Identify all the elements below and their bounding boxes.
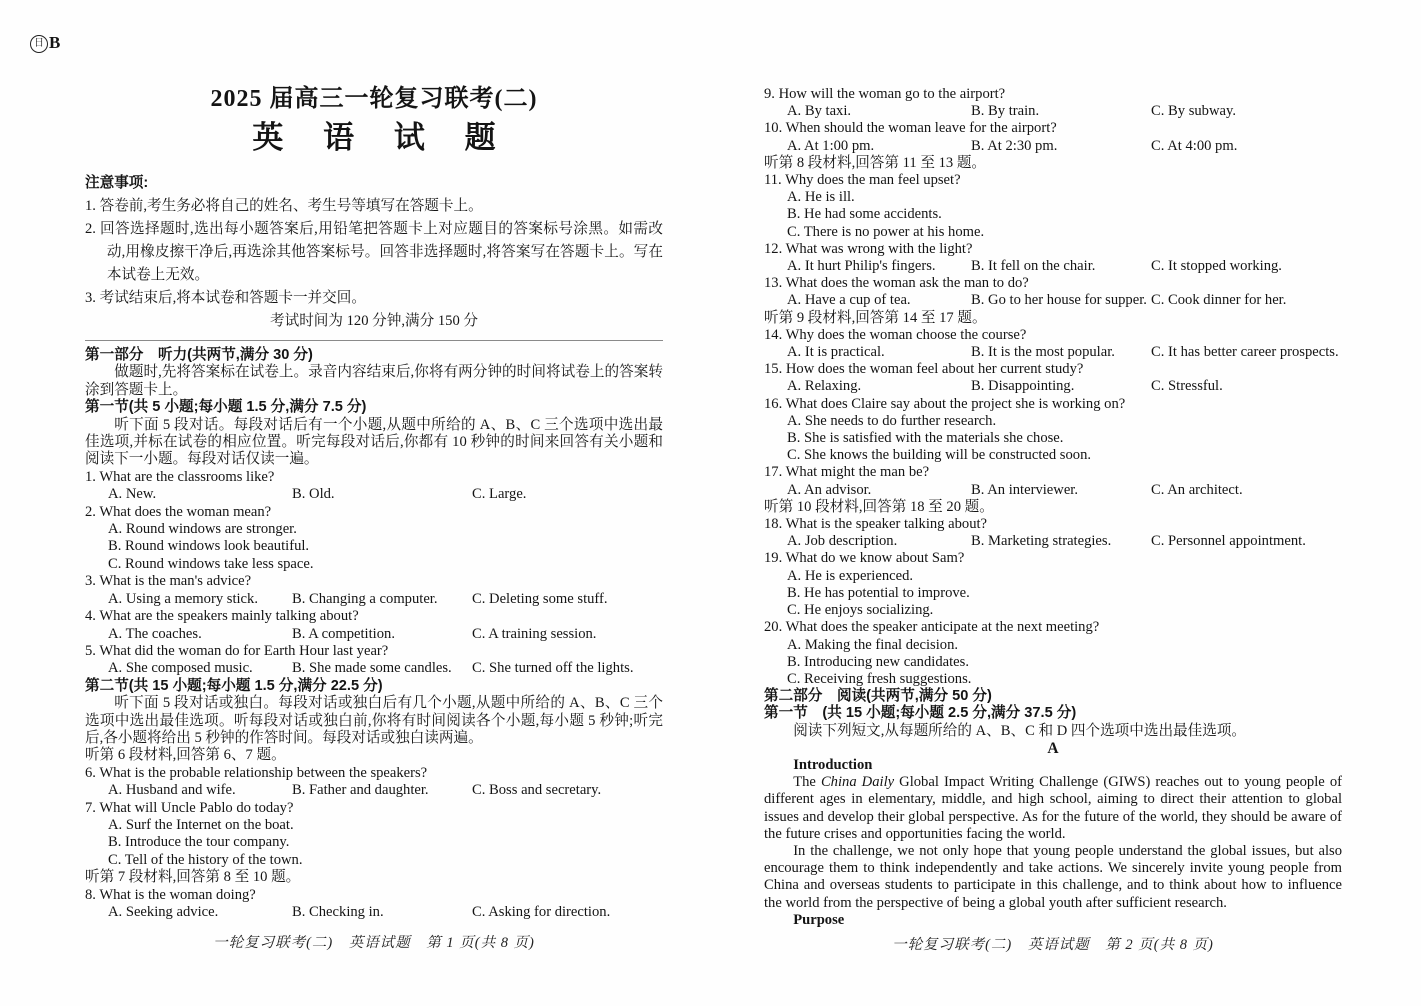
option: C. By subway. (1151, 103, 1236, 120)
option: C. An architect. (1151, 481, 1243, 498)
option: A. Making the final decision. (787, 636, 959, 653)
option: A. By taxi. (787, 103, 852, 120)
options-row (764, 482, 1342, 499)
page1-footer: 一轮复习联考(二) 英语试题 第 1 页(共 8 页) (213, 935, 535, 951)
divider (85, 340, 663, 341)
question: 20. What does the speaker anticipate at the next meeting? (764, 619, 1100, 636)
option: A. New. (108, 486, 157, 503)
option: A. It hurt Philip's fingers. (787, 258, 936, 275)
option: B. Round windows look beautiful. (108, 538, 310, 555)
passage-heading: Introduction (793, 756, 873, 773)
question: 2. What does the woman mean? (85, 503, 272, 520)
notice-heading: 注意事项: (85, 175, 149, 191)
option: C. Cook dinner for her. (1151, 292, 1287, 309)
option: A. Round windows are stronger. (108, 521, 297, 538)
option: C. Large. (472, 486, 527, 503)
option: C. There is no power at his home. (787, 223, 985, 240)
option: B. Marketing strategies. (971, 533, 1112, 550)
question: 10. When should the woman leave for the airport? (764, 120, 1057, 137)
section-heading: 第一节(共 5 小题;每小题 1.5 分,满分 7.5 分) (85, 399, 367, 416)
option: A. Relaxing. (787, 378, 862, 395)
passage-label: A (1047, 739, 1059, 757)
question: 11. Why does the man feel upset? (764, 172, 961, 189)
option: A. Job description. (787, 533, 898, 550)
section-heading: 第二节(共 15 小题;每小题 1.5 分,满分 22.5 分) (85, 677, 383, 694)
question: 5. What did the woman do for Earth Hour last year? (85, 642, 389, 659)
options-row (85, 591, 663, 608)
options-row (85, 904, 663, 921)
option: C. It stopped working. (1151, 258, 1282, 275)
option: B. Checking in. (292, 904, 384, 920)
text-run: In the challenge, we not only hope that young people understand the global issues, but also encourage them to think independently and take actions. We sincerely invite young people from China and overseas students to participate in this challenge, and to think about how to influence the world from the perspective of being a global youth after sufficient research. (764, 842, 1342, 911)
instructions-paragraph: 听下面 5 段对话或独白。每段对话或独白后有几个小题,从题中所给的 A、B、C 三个选项中选出最佳选项。听每段对话或独白前,你将有时间阅读各个小题,每小题 5 秒钟;听完后,各小题将给出 5 秒钟的作答时间。每段对话或独白读两遍。 (85, 695, 663, 746)
question: 16. What does Claire say about the project she is working on? (764, 395, 1126, 412)
option: B. Old. (292, 486, 335, 503)
options-row (85, 660, 663, 677)
question: 14. Why does the woman choose the course? (764, 326, 1027, 343)
section-heading: 第一部分 听力(共两节,满分 30 分) (85, 347, 313, 363)
option: A. The coaches. (108, 625, 202, 642)
option: C. Receiving fresh suggestions. (787, 670, 972, 687)
option: A. She composed music. (108, 660, 253, 677)
option: B. It fell on the chair. (971, 258, 1096, 275)
options-row (85, 782, 663, 799)
option: B. Introduce the tour company. (108, 834, 290, 851)
option: C. She knows the building will be constructed soon. (787, 447, 1092, 464)
option: B. A competition. (292, 625, 395, 642)
option: A. At 1:00 pm. (787, 137, 875, 154)
option: C. It has better career prospects. (1151, 344, 1339, 361)
question: 19. What do we know about Sam? (764, 550, 965, 567)
corner-mark (30, 33, 60, 53)
notice-item: 3. 考试结束后,将本试卷和答题卡一并交回。 (85, 290, 366, 306)
option: C. Round windows take less space. (108, 555, 314, 572)
material-cue: 听第 6 段材料,回答第 6、7 题。 (85, 747, 286, 764)
option: A. He is experienced. (787, 567, 914, 584)
option: A. It is practical. (787, 344, 885, 361)
instructions-paragraph: 阅读下列短文,从每题所给的 A、B、C 和 D 四个选项中选出最佳选项。 (793, 722, 1247, 739)
question: 7. What will Uncle Pablo do today? (85, 799, 294, 816)
options-row (764, 258, 1342, 275)
notice-item: 1. 答卷前,考生务必将自己的姓名、考生号等填写在答题卡上。 (85, 198, 483, 214)
option: C. Personnel appointment. (1151, 533, 1306, 550)
question: 12. What was wrong with the light? (764, 240, 973, 257)
text-run: Global Impact Writing Challenge (GIWS) reaches out to young people of different ages in elementary, middle, and high school, aiming to direct their attention to global issues and develop their global perspective. As for the future of the world, they should be aware of the future crises and opportunities facing the world. (764, 774, 1342, 842)
material-cue: 听第 9 段材料,回答第 14 至 17 题。 (764, 309, 987, 326)
options-row (764, 103, 1342, 120)
question: 1. What are the classrooms like? (85, 468, 275, 485)
option: A. Husband and wife. (108, 782, 236, 799)
circled-glyph-icon: 日 (30, 35, 48, 53)
passage-heading: Purpose (793, 911, 845, 928)
question: 3. What is the man's advice? (85, 573, 252, 590)
option: B. Father and daughter. (292, 782, 429, 799)
option: B. Disappointing. (971, 378, 1075, 395)
option: B. He has potential to improve. (787, 584, 970, 601)
option: B. Introducing new candidates. (787, 653, 969, 670)
option: B. By train. (971, 103, 1040, 120)
option: C. Asking for direction. (472, 904, 611, 920)
page2-column (764, 86, 1342, 929)
option: B. Go to her house for supper. (971, 292, 1147, 309)
section-heading: 第一节 (共 15 小题;每小题 2.5 分,满分 37.5 分) (764, 705, 1077, 722)
option: C. A training session. (472, 625, 597, 642)
option: C. Deleting some stuff. (472, 590, 608, 607)
material-cue: 听第 8 段材料,回答第 11 至 13 题。 (764, 154, 987, 171)
passage-paragraph (764, 774, 1342, 843)
option: B. He had some accidents. (787, 206, 942, 223)
page2-footer: 一轮复习联考(二) 英语试题 第 2 页(共 8 页) (892, 937, 1214, 953)
option: A. An advisor. (787, 481, 872, 498)
option: C. She turned off the lights. (472, 660, 634, 677)
option: A. Surf the Internet on the boat. (108, 816, 294, 833)
material-cue: 听第 7 段材料,回答第 8 至 10 题。 (85, 869, 301, 886)
option: C. He enjoys socializing. (787, 602, 934, 619)
option: C. Tell of the history of the town. (108, 851, 303, 868)
page1-column (85, 84, 663, 921)
option: A. He is ill. (787, 189, 855, 206)
option: A. Have a cup of tea. (787, 292, 911, 309)
question: 17. What might the man be? (764, 464, 930, 481)
option: B. An interviewer. (971, 481, 1079, 498)
options-row (764, 533, 1342, 550)
exam-duration: 考试时间为 120 分钟,满分 150 分 (270, 313, 478, 329)
option: C. Boss and secretary. (472, 782, 602, 799)
instructions-paragraph: 做题时,先将答案标在试卷上。录音内容结束后,你将有两分钟的时间将试卷上的答案转涂到答题卡上。 (85, 364, 663, 398)
question: 8. What is the woman doing? (85, 886, 256, 903)
option: A. Seeking advice. (108, 904, 219, 920)
options-row (764, 292, 1342, 309)
option: C. At 4:00 pm. (1151, 137, 1238, 154)
options-row (764, 138, 1342, 155)
material-cue: 听第 10 段材料,回答第 18 至 20 题。 (764, 498, 994, 515)
question: 9. How will the woman go to the airport? (764, 86, 1006, 102)
question: 4. What are the speakers mainly talking about? (85, 608, 359, 625)
corner-letter: B (49, 33, 61, 52)
options-row (85, 486, 663, 503)
passage-paragraph (764, 843, 1342, 912)
option: B. She is satisfied with the materials she chose. (787, 430, 1064, 447)
option: A. Using a memory stick. (108, 590, 258, 607)
exam-title: 2025 届高三一轮复习联考(二) (210, 86, 538, 112)
options-row (85, 626, 663, 643)
options-row (764, 344, 1342, 361)
instructions-paragraph: 听下面 5 段对话。每段对话后有一个小题,从题中所给的 A、B、C 三个选项中选出最佳选项,并标在试卷的相应位置。听完每段对话后,你都有 10 秒钟的时间来回答有关小题和阅读下一小题。每段对话仅读一遍。 (85, 416, 663, 468)
option: B. Changing a computer. (292, 590, 438, 607)
question: 15. How does the woman feel about her current study? (764, 361, 1084, 378)
option: B. It is the most popular. (971, 344, 1115, 361)
question: 13. What does the woman ask the man to do? (764, 275, 1029, 292)
italic-text: China Daily (820, 774, 895, 791)
exam-subtitle: 英 语 试 题 (252, 120, 512, 155)
question: 18. What is the speaker talking about? (764, 516, 988, 533)
options-row (764, 378, 1342, 395)
text-run: The (793, 774, 821, 791)
question: 6. What is the probable relationship between the speakers? (85, 764, 428, 781)
option: B. At 2:30 pm. (971, 137, 1058, 154)
notice-item: 2. 回答选择题时,选出每小题答案后,用铅笔把答题卡上对应题目的答案标号涂黑。如需改动,用橡皮擦干净后,再选涂其他答案标号。回答非选择题时,将答案写在答题卡上。写在本试卷上无效。 (85, 221, 663, 283)
option: C. Stressful. (1151, 378, 1223, 395)
section-heading: 第二部分 阅读(共两节,满分 50 分) (764, 688, 992, 705)
option: B. She made some candles. (292, 660, 452, 677)
option: A. She needs to do further research. (787, 412, 997, 429)
